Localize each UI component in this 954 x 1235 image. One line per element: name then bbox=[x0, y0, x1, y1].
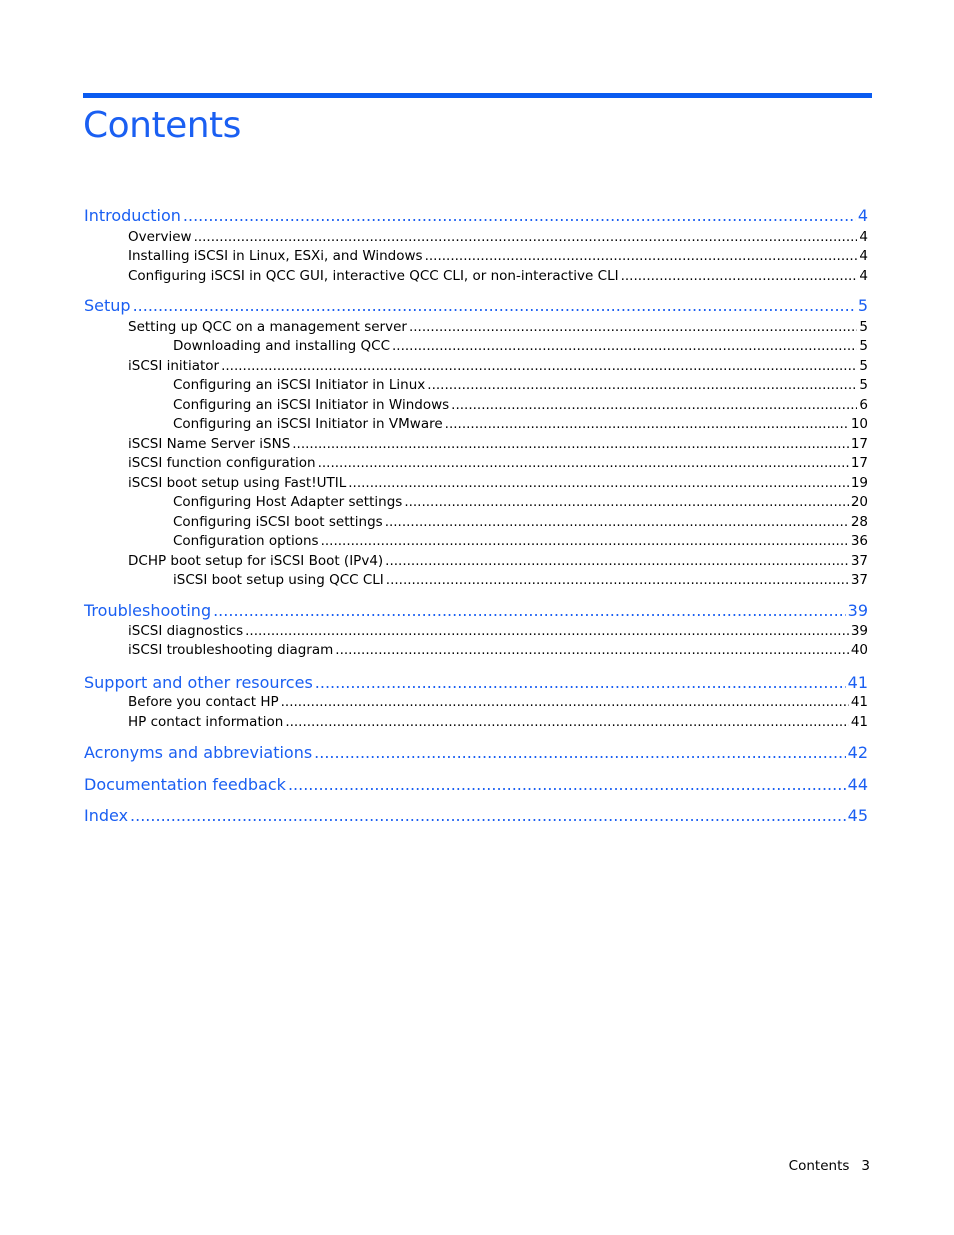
toc-entry-label: Index bbox=[84, 806, 129, 825]
toc-entry-label: Introduction bbox=[84, 206, 181, 225]
toc-dot-leader bbox=[621, 268, 858, 284]
footer-page-number: 3 bbox=[861, 1158, 870, 1174]
toc-entry-page-number: 36 bbox=[850, 533, 868, 549]
toc-subsection-entry[interactable] bbox=[128, 248, 868, 266]
toc-dot-leader bbox=[321, 533, 849, 549]
toc-entry-label: iSCSI boot setup using Fast!UTIL bbox=[128, 475, 347, 491]
toc-dot-leader bbox=[285, 714, 849, 730]
toc-subsection-entry[interactable] bbox=[173, 494, 868, 512]
toc-section-entry[interactable] bbox=[84, 206, 868, 228]
toc-subsection-entry[interactable] bbox=[128, 642, 868, 660]
toc-dot-leader bbox=[335, 642, 849, 658]
toc-dot-leader bbox=[385, 553, 849, 569]
toc-entry-page-number: 37 bbox=[850, 572, 868, 588]
toc-subsection-entry[interactable] bbox=[173, 514, 868, 532]
toc-entry-label: Configuration options bbox=[173, 533, 319, 549]
toc-section-entry[interactable] bbox=[84, 743, 868, 765]
toc-entry-page-number: 4 bbox=[857, 206, 868, 225]
toc-dot-leader bbox=[130, 806, 846, 825]
toc-dot-leader bbox=[183, 206, 856, 225]
toc-subsection-entry[interactable] bbox=[128, 714, 868, 732]
toc-subsection-entry[interactable] bbox=[128, 319, 868, 337]
toc-subsection-entry[interactable] bbox=[128, 694, 868, 712]
toc-entry-label: Setup bbox=[84, 296, 131, 315]
toc-subsection-entry[interactable] bbox=[128, 268, 868, 286]
toc-dot-leader bbox=[385, 514, 849, 530]
toc-subsection-entry[interactable] bbox=[128, 623, 868, 641]
toc-dot-leader bbox=[133, 296, 856, 315]
toc-entry-page-number: 17 bbox=[850, 436, 868, 452]
toc-dot-leader bbox=[281, 694, 849, 710]
toc-entry-page-number: 44 bbox=[847, 775, 868, 794]
toc-subsection-entry[interactable] bbox=[128, 229, 868, 247]
toc-entry-page-number: 41 bbox=[847, 673, 868, 692]
toc-entry-page-number: 4 bbox=[859, 248, 868, 264]
toc-entry-page-number: 6 bbox=[859, 397, 868, 413]
toc-subsection-entry[interactable] bbox=[173, 533, 868, 551]
toc-entry-page-number: 19 bbox=[850, 475, 868, 491]
toc-dot-leader bbox=[318, 455, 849, 471]
toc-section-entry[interactable] bbox=[84, 673, 868, 695]
toc-entry-label: Configuring an iSCSI Initiator in Linux bbox=[173, 377, 426, 393]
toc-entry-label: iSCSI function configuration bbox=[128, 455, 316, 471]
toc-dot-leader bbox=[221, 358, 857, 374]
toc-entry-page-number: 39 bbox=[847, 601, 868, 620]
toc-entry-page-number: 45 bbox=[847, 806, 868, 825]
toc-entry-page-number: 10 bbox=[850, 416, 868, 432]
toc-subsection-entry[interactable] bbox=[128, 436, 868, 454]
toc-entry-label: Configuring an iSCSI Initiator in VMware bbox=[173, 416, 443, 432]
toc-section-entry[interactable] bbox=[84, 296, 868, 318]
toc-section-entry[interactable] bbox=[84, 601, 868, 623]
toc-subsection-entry[interactable] bbox=[173, 338, 868, 356]
toc-entry-label: iSCSI Name Server iSNS bbox=[128, 436, 291, 452]
toc-entry-page-number: 20 bbox=[850, 494, 868, 510]
header-rule bbox=[83, 93, 872, 98]
toc-dot-leader bbox=[425, 248, 858, 264]
toc-dot-leader bbox=[386, 572, 849, 588]
toc-subsection-entry[interactable] bbox=[128, 553, 868, 571]
toc-subsection-entry[interactable] bbox=[128, 358, 868, 376]
toc-entry-page-number: 5 bbox=[859, 377, 868, 393]
toc-entry-label: iSCSI initiator bbox=[128, 358, 220, 374]
toc-entry-page-number: 4 bbox=[859, 229, 868, 245]
toc-entry-label: Configuring an iSCSI Initiator in Windows bbox=[173, 397, 450, 413]
toc-dot-leader bbox=[245, 623, 849, 639]
toc-subsection-entry[interactable] bbox=[173, 416, 868, 434]
toc-entry-label: Support and other resources bbox=[84, 673, 313, 692]
toc-entry-page-number: 5 bbox=[859, 338, 868, 354]
toc-entry-label: iSCSI boot setup using QCC CLI bbox=[173, 572, 384, 588]
toc-subsection-entry[interactable] bbox=[128, 455, 868, 473]
toc-dot-leader bbox=[288, 775, 846, 794]
toc-entry-page-number: 40 bbox=[850, 642, 868, 658]
toc-entry-label: Downloading and installing QCC bbox=[173, 338, 391, 354]
toc-entry-label: Configuring Host Adapter settings bbox=[173, 494, 403, 510]
toc-entry-label: Documentation feedback bbox=[84, 775, 286, 794]
toc-entry-label: Installing iSCSI in Linux, ESXi, and Windows bbox=[128, 248, 423, 264]
toc-subsection-entry[interactable] bbox=[173, 572, 868, 590]
toc-section-entry[interactable] bbox=[84, 806, 868, 828]
toc-entry-page-number: 4 bbox=[859, 268, 868, 284]
toc-entry-page-number: 5 bbox=[857, 296, 868, 315]
toc-entry-label: HP contact information bbox=[128, 714, 284, 730]
toc-entry-label: Troubleshooting bbox=[84, 601, 212, 620]
toc-entry-page-number: 17 bbox=[850, 455, 868, 471]
toc-entry-label: iSCSI troubleshooting diagram bbox=[128, 642, 334, 658]
toc-entry-page-number: 41 bbox=[850, 694, 868, 710]
toc-entry-page-number: 41 bbox=[850, 714, 868, 730]
toc-entry-label: Configuring iSCSI in QCC GUI, interactive QCC CLI, or non-interactive CLI bbox=[128, 268, 619, 284]
toc-dot-leader bbox=[427, 377, 857, 393]
toc-entry-page-number: 39 bbox=[850, 623, 868, 639]
toc-entry-label: Configuring iSCSI boot settings bbox=[173, 514, 383, 530]
toc-dot-leader bbox=[409, 319, 857, 335]
page-footer bbox=[789, 1158, 870, 1174]
toc-subsection-entry[interactable] bbox=[173, 397, 868, 415]
toc-entry-label: Overview bbox=[128, 229, 192, 245]
toc-subsection-entry[interactable] bbox=[173, 377, 868, 395]
toc-dot-leader bbox=[445, 416, 849, 432]
toc-entry-label: iSCSI diagnostics bbox=[128, 623, 244, 639]
toc-dot-leader bbox=[392, 338, 857, 354]
toc-entry-label: DCHP boot setup for iSCSI Boot (IPv4) bbox=[128, 553, 384, 569]
toc-dot-leader bbox=[213, 601, 846, 620]
page-title: Contents bbox=[83, 105, 241, 146]
toc-dot-leader bbox=[292, 436, 849, 452]
toc-section-entry[interactable] bbox=[84, 775, 868, 797]
footer-section-label: Contents bbox=[788, 1158, 850, 1174]
toc-entry-page-number: 5 bbox=[859, 319, 868, 335]
toc-entry-page-number: 5 bbox=[859, 358, 868, 374]
toc-dot-leader bbox=[194, 229, 858, 245]
toc-entry-label: Setting up QCC on a management server bbox=[128, 319, 407, 335]
toc-entry-page-number: 42 bbox=[847, 743, 868, 762]
toc-entry-page-number: 37 bbox=[850, 553, 868, 569]
toc-dot-leader bbox=[404, 494, 849, 510]
toc-dot-leader bbox=[314, 743, 845, 762]
toc-entry-label: Acronyms and abbreviations bbox=[84, 743, 313, 762]
toc-entry-page-number: 28 bbox=[850, 514, 868, 530]
toc-dot-leader bbox=[348, 475, 849, 491]
toc-dot-leader bbox=[451, 397, 857, 413]
toc-dot-leader bbox=[315, 673, 846, 692]
toc-entry-label: Before you contact HP bbox=[128, 694, 279, 710]
toc-subsection-entry[interactable] bbox=[128, 475, 868, 493]
